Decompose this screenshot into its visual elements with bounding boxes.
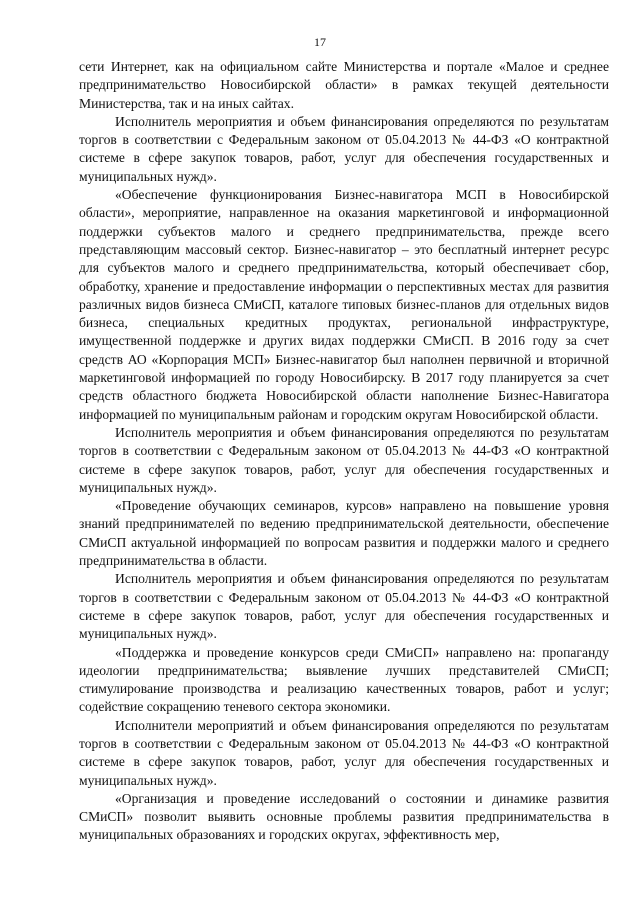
paragraph-executor-financing: Исполнитель мероприятия и объем финансирования определяются по результатам торгов в соответствии с Федеральным законом от 05.04.2013 № 44-ФЗ «О контрактной системе в сфере закупок товаров, работ, услуг для обеспечения государственных и муниципальных нужд». [79,571,609,642]
paragraph-executor-financing: Исполнитель мероприятия и объем финансирования определяются по результатам торгов в соответствии с Федеральным законом от 05.04.2013 № 44-ФЗ «О контрактной системе в сфере закупок товаров, работ, услуг для обеспечения государственных и муниципальных нужд». [79,424,609,495]
document-body [79,58,609,845]
paragraph-training-seminars: «Проведение обучающих семинаров, курсов» направлено на повышение уровня знаний предпринимателей по ведению предпринимательской деятельности, обеспечение СМиСП актуальной информацией по вопросам развития и поддержки малого и среднего предпринимательства в области. [79,498,609,569]
paragraph-executor-financing: Исполнитель мероприятия и объем финансирования определяются по результатам торгов в соответствии с Федеральным законом от 05.04.2013 № 44-ФЗ «О контрактной системе в сфере закупок товаров, работ, услуг для обеспечения государственных и муниципальных нужд». [79,113,609,184]
paragraph-research: «Организация и проведение исследований о состоянии и динамике развития СМиСП» позволит выявить основные проблемы развития предпринимательства в муниципальных образованиях и городских округах, эффективность мер, [79,790,609,843]
paragraph-continuation: сети Интернет, как на официальном сайте Министерства и портале «Малое и среднее предпринимательство Новосибирской области» в рамках текущей деятельности Министерства, так и на иных сайтах. [79,59,609,111]
paragraph-business-navigator: «Обеспечение функционирования Бизнес-навигатора МСП в Новосибирской области», мероприятие, направленное на оказания маркетинговой и информационной поддержки субъектов малого и среднего предпринимательства, прежде всего представляющим массовый сектор. Бизнес-навигатор – это бесплатный интернет ресурс для субъектов малого и среднего предпринимательства, который обеспечивает сбор, обработку, хранение и предоставление информации о перспективных местах для развития различных видов бизнеса СМиСП, каталоге типовых бизнес-планов для отдельных видов бизнеса, специальных кредитных продуктах, региональной инфраструктуре, имущественной поддержке и других видах поддержки СМиСП. В 2016 году за счет средств АО «Корпорация МСП» Бизнес-навигатор был наполнен первичной и вторичной маркетинговой информацией по городу Новосибирску. В 2017 году планируется за счет средств областного бюджета Новосибирской области наполнение Бизнес-Навигатора информацией по муниципальным районам и городским округам Новосибирской области. [79,187,609,422]
paragraph-executors-financing: Исполнители мероприятий и объем финансирования определяются по результатам торгов в соответствии с Федеральным законом от 05.04.2013 № 44-ФЗ «О контрактной системе в сфере закупок товаров, работ, услуг для обеспечения государственных и муниципальных нужд». [79,717,609,788]
paragraph-contests: «Поддержка и проведение конкурсов среди СМиСП» направлено на: пропаганду идеологии предпринимательства; выявление лучших представителей СМиСП; стимулирование производства и реализацию качественных товаров, работ и услуг; содействие сокращению теневого сектора экономики. [79,644,609,715]
page-number: 17 [314,35,326,49]
